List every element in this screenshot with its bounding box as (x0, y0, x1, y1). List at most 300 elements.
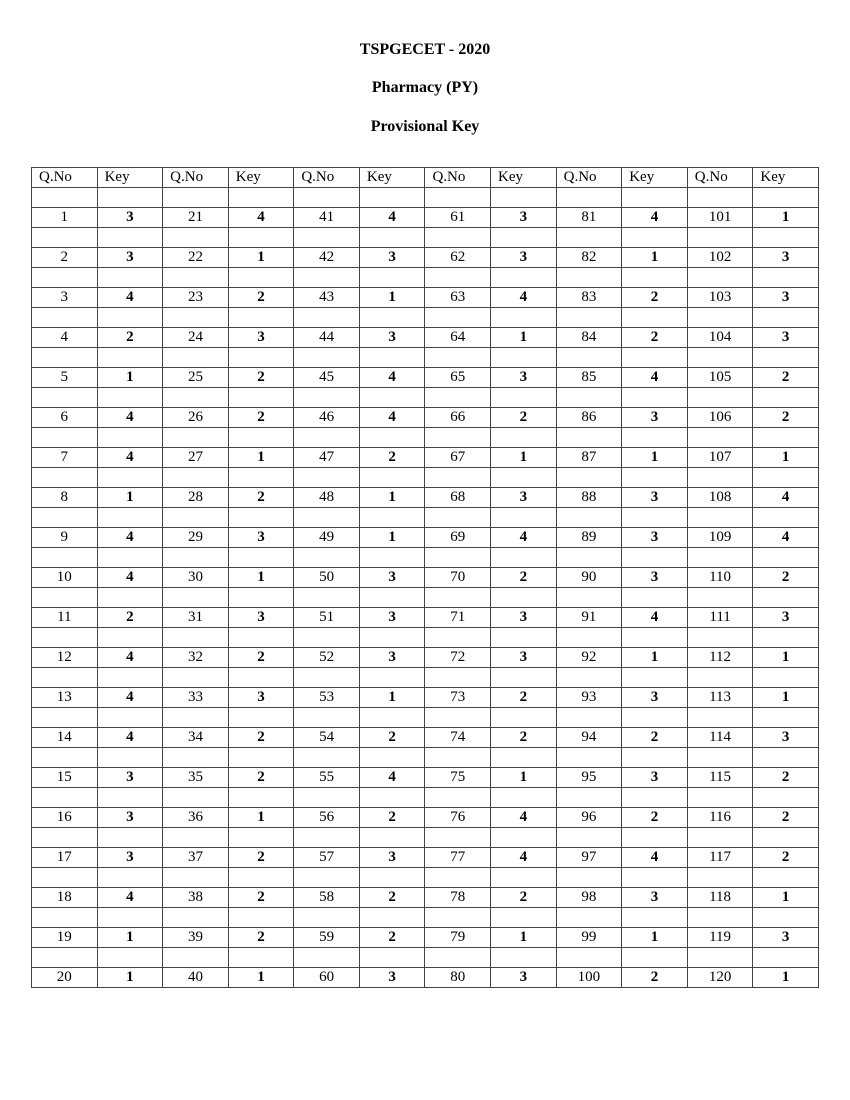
question-number-cell: 70 (425, 568, 491, 588)
empty-cell (753, 508, 819, 528)
answer-key-cell: 3 (753, 248, 819, 268)
question-number-cell: 32 (163, 648, 229, 668)
question-number-cell: 21 (163, 208, 229, 228)
question-number-cell: 1 (32, 208, 98, 228)
spacer-row (32, 348, 819, 368)
empty-cell (753, 948, 819, 968)
question-number-cell: 46 (294, 408, 360, 428)
answer-key-cell: 1 (228, 248, 294, 268)
empty-cell (294, 628, 360, 648)
table-row (32, 888, 819, 908)
empty-cell (753, 748, 819, 768)
empty-cell (32, 828, 98, 848)
answer-key-cell: 3 (228, 608, 294, 628)
answer-key-cell: 2 (228, 648, 294, 668)
empty-cell (228, 628, 294, 648)
empty-cell (97, 508, 163, 528)
spacer-row (32, 908, 819, 928)
empty-cell (622, 468, 688, 488)
document-title: TSPGECET - 2020 (359, 41, 491, 58)
table-row (32, 288, 819, 308)
question-number-cell: 60 (294, 968, 360, 988)
empty-cell (359, 348, 425, 368)
answer-key-cell: 3 (491, 368, 557, 388)
header-key: Key (228, 168, 294, 188)
question-number-cell: 116 (687, 808, 753, 828)
empty-cell (359, 908, 425, 928)
question-number-cell: 105 (687, 368, 753, 388)
empty-cell (97, 588, 163, 608)
empty-cell (32, 468, 98, 488)
empty-cell (622, 908, 688, 928)
empty-cell (294, 388, 360, 408)
empty-cell (425, 308, 491, 328)
empty-cell (163, 908, 229, 928)
answer-key-cell: 2 (753, 808, 819, 828)
spacer-row (32, 268, 819, 288)
question-number-cell: 4 (32, 328, 98, 348)
question-number-cell: 54 (294, 728, 360, 748)
answer-key-cell: 2 (622, 288, 688, 308)
empty-cell (294, 748, 360, 768)
empty-cell (425, 948, 491, 968)
answer-key-cell: 3 (359, 848, 425, 868)
spacer-row (32, 548, 819, 568)
answer-key-cell: 1 (228, 448, 294, 468)
answer-key-cell: 3 (97, 248, 163, 268)
table-row (32, 568, 819, 588)
empty-cell (294, 188, 360, 208)
question-number-cell: 120 (687, 968, 753, 988)
empty-cell (687, 468, 753, 488)
question-number-cell: 97 (556, 848, 622, 868)
spacer-row (32, 668, 819, 688)
question-number-cell: 6 (32, 408, 98, 428)
empty-cell (556, 868, 622, 888)
empty-cell (687, 228, 753, 248)
answer-key-cell: 4 (753, 528, 819, 548)
answer-key-cell: 2 (753, 568, 819, 588)
table-row (32, 688, 819, 708)
answer-key-cell: 2 (228, 368, 294, 388)
empty-cell (294, 668, 360, 688)
empty-cell (425, 228, 491, 248)
spacer-row (32, 308, 819, 328)
question-number-cell: 109 (687, 528, 753, 548)
answer-key-cell: 2 (622, 808, 688, 828)
question-number-cell: 108 (687, 488, 753, 508)
answer-key-table (31, 167, 819, 988)
answer-key-cell: 2 (228, 848, 294, 868)
question-number-cell: 83 (556, 288, 622, 308)
empty-cell (687, 668, 753, 688)
answer-key-cell: 1 (753, 208, 819, 228)
empty-cell (753, 908, 819, 928)
empty-cell (97, 548, 163, 568)
question-number-cell: 119 (687, 928, 753, 948)
spacer-row (32, 788, 819, 808)
answer-key-cell: 2 (622, 328, 688, 348)
empty-cell (622, 588, 688, 608)
answer-key-cell: 4 (359, 208, 425, 228)
empty-cell (753, 388, 819, 408)
empty-cell (622, 508, 688, 528)
question-number-cell: 5 (32, 368, 98, 388)
answer-key-cell: 2 (753, 768, 819, 788)
empty-cell (32, 748, 98, 768)
answer-key-cell: 2 (97, 328, 163, 348)
question-number-cell: 10 (32, 568, 98, 588)
answer-key-cell: 4 (97, 448, 163, 468)
empty-cell (163, 508, 229, 528)
empty-cell (753, 268, 819, 288)
empty-cell (556, 908, 622, 928)
question-number-cell: 38 (163, 888, 229, 908)
empty-cell (359, 948, 425, 968)
answer-key-cell: 3 (359, 328, 425, 348)
empty-cell (622, 228, 688, 248)
answer-key-cell: 3 (97, 768, 163, 788)
empty-cell (228, 948, 294, 968)
empty-cell (359, 828, 425, 848)
empty-cell (753, 788, 819, 808)
answer-key-cell: 1 (753, 648, 819, 668)
question-number-cell: 50 (294, 568, 360, 588)
question-number-cell: 8 (32, 488, 98, 508)
question-number-cell: 76 (425, 808, 491, 828)
empty-cell (753, 668, 819, 688)
question-number-cell: 103 (687, 288, 753, 308)
empty-cell (425, 588, 491, 608)
header-qno: Q.No (556, 168, 622, 188)
question-number-cell: 95 (556, 768, 622, 788)
empty-cell (425, 748, 491, 768)
empty-cell (491, 588, 557, 608)
question-number-cell: 104 (687, 328, 753, 348)
question-number-cell: 36 (163, 808, 229, 828)
empty-cell (359, 668, 425, 688)
answer-key-cell: 4 (491, 288, 557, 308)
empty-cell (622, 868, 688, 888)
empty-cell (556, 268, 622, 288)
answer-key-cell: 3 (753, 288, 819, 308)
answer-key-cell: 4 (359, 368, 425, 388)
empty-cell (32, 708, 98, 728)
empty-cell (97, 668, 163, 688)
empty-cell (622, 668, 688, 688)
answer-key-cell: 3 (622, 568, 688, 588)
question-number-cell: 107 (687, 448, 753, 468)
empty-cell (425, 828, 491, 848)
table-row (32, 608, 819, 628)
answer-key-cell: 1 (753, 688, 819, 708)
answer-key-cell: 2 (228, 728, 294, 748)
empty-cell (491, 468, 557, 488)
answer-key-cell: 2 (359, 448, 425, 468)
answer-key-cell: 3 (228, 528, 294, 548)
answer-key-cell: 1 (491, 928, 557, 948)
answer-key-cell: 1 (359, 488, 425, 508)
table-row (32, 768, 819, 788)
empty-cell (491, 428, 557, 448)
empty-cell (491, 548, 557, 568)
empty-cell (228, 228, 294, 248)
question-number-cell: 74 (425, 728, 491, 748)
question-number-cell: 41 (294, 208, 360, 228)
empty-cell (228, 788, 294, 808)
answer-key-cell: 2 (228, 928, 294, 948)
question-number-cell: 19 (32, 928, 98, 948)
empty-cell (359, 708, 425, 728)
answer-key-cell: 2 (491, 728, 557, 748)
empty-cell (491, 748, 557, 768)
empty-cell (556, 228, 622, 248)
question-number-cell: 26 (163, 408, 229, 428)
answer-key-cell: 3 (491, 488, 557, 508)
question-number-cell: 61 (425, 208, 491, 228)
empty-cell (687, 308, 753, 328)
answer-key-cell: 1 (491, 448, 557, 468)
empty-cell (753, 828, 819, 848)
empty-cell (32, 308, 98, 328)
question-number-cell: 92 (556, 648, 622, 668)
question-number-cell: 72 (425, 648, 491, 668)
answer-key-cell: 1 (622, 248, 688, 268)
question-number-cell: 81 (556, 208, 622, 228)
empty-cell (491, 908, 557, 928)
empty-cell (556, 588, 622, 608)
empty-cell (556, 948, 622, 968)
question-number-cell: 79 (425, 928, 491, 948)
question-number-cell: 82 (556, 248, 622, 268)
empty-cell (622, 348, 688, 368)
empty-cell (163, 268, 229, 288)
empty-cell (294, 868, 360, 888)
question-number-cell: 42 (294, 248, 360, 268)
question-number-cell: 3 (32, 288, 98, 308)
empty-cell (622, 188, 688, 208)
question-number-cell: 55 (294, 768, 360, 788)
empty-cell (294, 348, 360, 368)
spacer-row (32, 388, 819, 408)
document-heading: Provisional Key (370, 118, 480, 135)
question-number-cell: 25 (163, 368, 229, 388)
empty-cell (294, 948, 360, 968)
empty-cell (32, 348, 98, 368)
answer-key-cell: 3 (491, 208, 557, 228)
answer-key-cell: 1 (491, 768, 557, 788)
empty-cell (163, 428, 229, 448)
empty-cell (32, 428, 98, 448)
empty-cell (228, 908, 294, 928)
answer-key-cell: 3 (491, 968, 557, 988)
empty-cell (359, 428, 425, 448)
question-number-cell: 39 (163, 928, 229, 948)
answer-key-cell: 2 (97, 608, 163, 628)
question-number-cell: 89 (556, 528, 622, 548)
empty-cell (359, 228, 425, 248)
question-number-cell: 18 (32, 888, 98, 908)
empty-cell (753, 868, 819, 888)
empty-cell (687, 788, 753, 808)
answer-key-cell: 2 (228, 488, 294, 508)
empty-cell (32, 788, 98, 808)
empty-cell (556, 188, 622, 208)
empty-cell (32, 628, 98, 648)
empty-cell (97, 428, 163, 448)
answer-key-cell: 2 (753, 408, 819, 428)
empty-cell (491, 228, 557, 248)
empty-cell (491, 308, 557, 328)
empty-cell (163, 388, 229, 408)
question-number-cell: 30 (163, 568, 229, 588)
empty-cell (687, 828, 753, 848)
empty-cell (294, 508, 360, 528)
question-number-cell: 45 (294, 368, 360, 388)
empty-cell (753, 628, 819, 648)
question-number-cell: 43 (294, 288, 360, 308)
table-row (32, 808, 819, 828)
question-number-cell: 17 (32, 848, 98, 868)
spacer-row (32, 428, 819, 448)
empty-cell (228, 348, 294, 368)
question-number-cell: 15 (32, 768, 98, 788)
empty-cell (687, 588, 753, 608)
answer-key-cell: 1 (97, 968, 163, 988)
question-number-cell: 34 (163, 728, 229, 748)
empty-cell (556, 628, 622, 648)
empty-cell (359, 388, 425, 408)
empty-cell (163, 588, 229, 608)
answer-key-cell: 1 (97, 368, 163, 388)
empty-cell (228, 308, 294, 328)
table-row (32, 728, 819, 748)
empty-cell (163, 308, 229, 328)
answer-key-cell: 1 (753, 888, 819, 908)
answer-key-cell: 2 (753, 848, 819, 868)
question-number-cell: 80 (425, 968, 491, 988)
empty-cell (294, 428, 360, 448)
spacer-row (32, 468, 819, 488)
answer-key-cell: 3 (228, 688, 294, 708)
table-row (32, 208, 819, 228)
empty-cell (163, 548, 229, 568)
question-number-cell: 90 (556, 568, 622, 588)
answer-key-cell: 4 (491, 808, 557, 828)
empty-cell (556, 308, 622, 328)
empty-cell (491, 388, 557, 408)
answer-key-cell: 3 (97, 808, 163, 828)
empty-cell (687, 748, 753, 768)
spacer-row (32, 188, 819, 208)
question-number-cell: 84 (556, 328, 622, 348)
question-number-cell: 87 (556, 448, 622, 468)
question-number-cell: 51 (294, 608, 360, 628)
question-number-cell: 86 (556, 408, 622, 428)
empty-cell (97, 908, 163, 928)
header-key: Key (359, 168, 425, 188)
answer-key-cell: 4 (491, 848, 557, 868)
empty-cell (97, 788, 163, 808)
question-number-cell: 110 (687, 568, 753, 588)
spacer-row (32, 228, 819, 248)
question-number-cell: 31 (163, 608, 229, 628)
answer-key-cell: 2 (359, 888, 425, 908)
empty-cell (294, 468, 360, 488)
table-row (32, 488, 819, 508)
answer-key-cell: 1 (228, 808, 294, 828)
table-row (32, 408, 819, 428)
question-number-cell: 112 (687, 648, 753, 668)
question-number-cell: 115 (687, 768, 753, 788)
empty-cell (491, 668, 557, 688)
empty-cell (228, 468, 294, 488)
answer-key-cell: 3 (97, 208, 163, 228)
empty-cell (228, 708, 294, 728)
empty-cell (294, 788, 360, 808)
header-key: Key (491, 168, 557, 188)
empty-cell (425, 908, 491, 928)
spacer-row (32, 508, 819, 528)
empty-cell (163, 468, 229, 488)
empty-cell (425, 628, 491, 648)
question-number-cell: 13 (32, 688, 98, 708)
question-number-cell: 77 (425, 848, 491, 868)
empty-cell (425, 388, 491, 408)
answer-key-cell: 3 (359, 968, 425, 988)
table-row (32, 928, 819, 948)
question-number-cell: 94 (556, 728, 622, 748)
spacer-row (32, 828, 819, 848)
answer-key-cell: 1 (622, 448, 688, 468)
empty-cell (97, 388, 163, 408)
empty-cell (556, 748, 622, 768)
answer-key-cell: 2 (228, 888, 294, 908)
question-number-cell: 100 (556, 968, 622, 988)
empty-cell (294, 548, 360, 568)
empty-cell (294, 908, 360, 928)
answer-key-cell: 2 (491, 568, 557, 588)
empty-cell (228, 868, 294, 888)
empty-cell (359, 268, 425, 288)
question-number-cell: 62 (425, 248, 491, 268)
answer-key-cell: 4 (97, 408, 163, 428)
answer-key-cell: 4 (622, 208, 688, 228)
empty-cell (32, 268, 98, 288)
empty-cell (753, 708, 819, 728)
empty-cell (32, 508, 98, 528)
empty-cell (556, 548, 622, 568)
spacer-row (32, 628, 819, 648)
header-qno: Q.No (163, 168, 229, 188)
empty-cell (228, 268, 294, 288)
empty-cell (32, 228, 98, 248)
empty-cell (163, 708, 229, 728)
empty-cell (556, 468, 622, 488)
empty-cell (556, 788, 622, 808)
table-row (32, 368, 819, 388)
empty-cell (687, 348, 753, 368)
question-number-cell: 49 (294, 528, 360, 548)
question-number-cell: 64 (425, 328, 491, 348)
question-number-cell: 22 (163, 248, 229, 268)
empty-cell (687, 708, 753, 728)
answer-key-cell: 4 (97, 568, 163, 588)
answer-key-cell: 3 (359, 568, 425, 588)
empty-cell (556, 348, 622, 368)
answer-key-cell: 2 (622, 728, 688, 748)
empty-cell (359, 308, 425, 328)
